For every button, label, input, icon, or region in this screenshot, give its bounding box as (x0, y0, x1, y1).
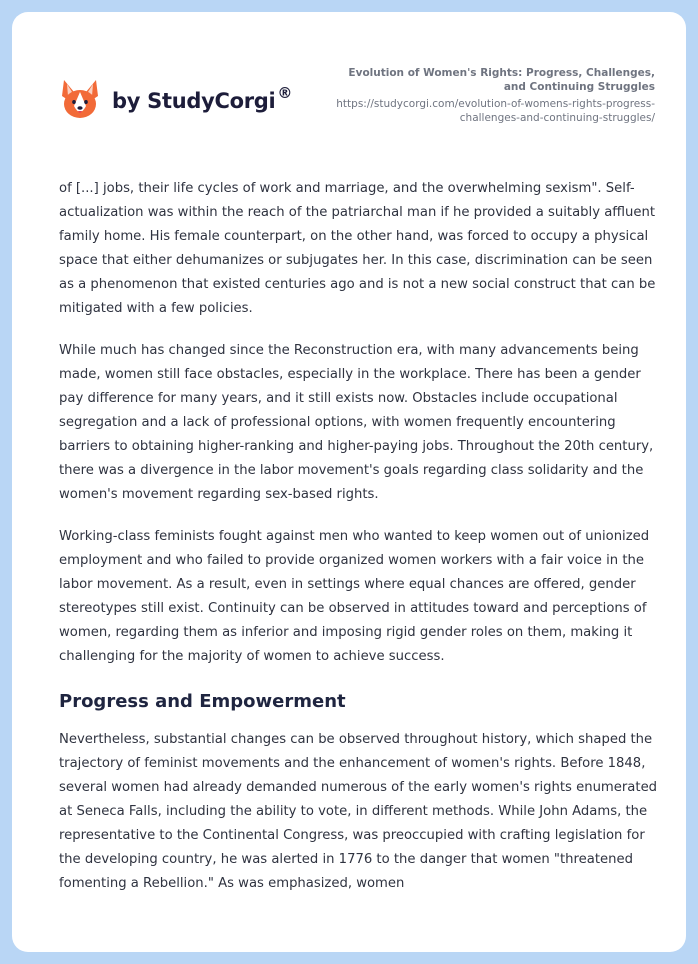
document-url-link[interactable]: https://studycorgi.com/evolution-of-womens-rights-progress-challenges-and-continuing-struggles/ (336, 98, 655, 124)
corgi-icon (60, 76, 100, 122)
document-title: Evolution of Women's Rights: Progress, Challenges, and Continuing Struggles (348, 67, 655, 93)
section-heading: Progress and Empowerment (59, 691, 346, 712)
paragraph: of [...] jobs, their life cycles of work and marriage, and the overwhelming sexism". Self-actualization was within the reach of the patriarchal man if he provided a suitably affluent family home. His female counterpart, on the other hand, was forced to occupy a physical space that either dehumanizes or subjugates her. In this case, discrimination can be seen as a phenomenon that existed centuries ago and is not a new social construct that can be mitigated with a few policies. (59, 181, 656, 316)
paragraph: Nevertheless, substantial changes can be observed throughout history, which shaped the trajectory of feminist movements and the enhancement of women's rights. Before 1848, several women had already demanded numerous of the early women's rights enumerated at Seneca Falls, including the ability to vote, in different methods. While John Adams, the representative to the Continental Congress, was preoccupied with crafting legislation for the developing country, he was alerted in 1776 to the danger that women "threatened fomenting a Rebellion." As was emphasized, women (59, 732, 658, 891)
document-page (12, 12, 686, 952)
document-meta (325, 66, 655, 125)
paragraph: Working-class feminists fought against men who wanted to keep women out of unionized employment and who failed to provide organized women workers with a fair voice in the labor movement. As a result, even in settings where equal chances are offered, gender stereotypes still exist. Continuity can be observed in attitudes toward and perceptions of women, regarding them as inferior and imposing rigid gender roles on them, making it challenging for the majority of women to achieve success. (59, 529, 650, 664)
brand-name (112, 84, 293, 113)
paragraph: While much has changed since the Reconstruction era, with many advancements being made, women still face obstacles, especially in the workplace. There has been a gender pay difference for many years, and it still exists now. Obstacles include occupational segregation and a lack of professional options, with women frequently encountering barriers to obtaining higher-ranking and higher-paying jobs. Throughout the 20th century, there was a divergence in the labor movement's goals regarding class solidarity and the women's movement regarding sex-based rights. (59, 343, 654, 502)
studycorgi-logo[interactable] (60, 76, 292, 122)
page-header (12, 12, 686, 162)
essay-body (59, 177, 663, 914)
registered-mark: ® (277, 84, 293, 102)
brand-text: by StudyCorgi (112, 89, 276, 113)
